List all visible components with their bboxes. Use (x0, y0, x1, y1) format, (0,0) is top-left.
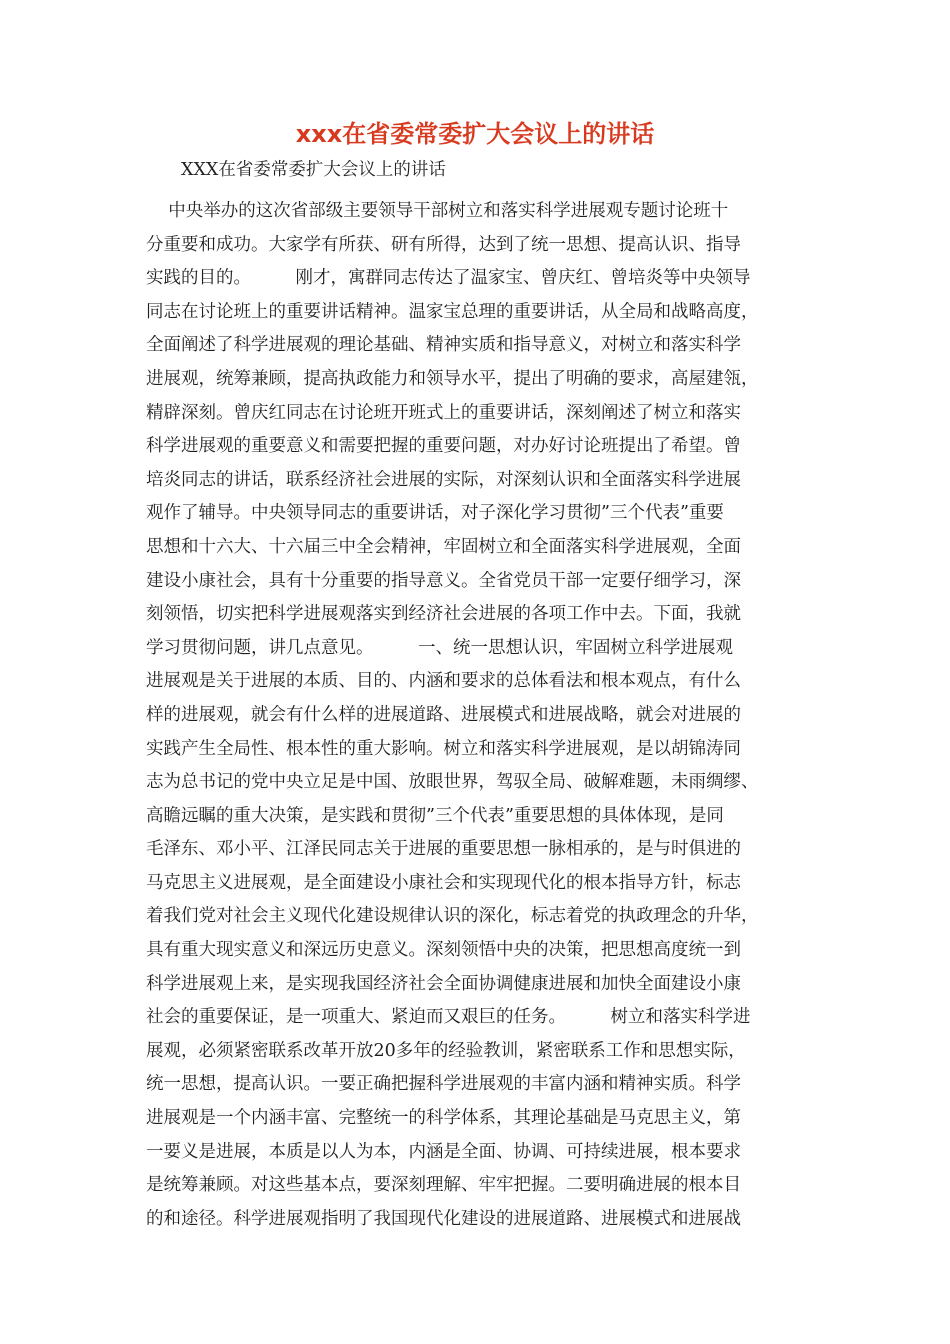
body-text-line: 分重要和成功。大家学有所获、研有所得，达到了统一思想、提高认识、指导 (146, 234, 741, 255)
body-text-line: 是统筹兼顾。对这些基本点，要深刻理解、牢牢把握。二要明确进展的根本目 (146, 1175, 741, 1196)
body-text-line: 毛泽东、邓小平、江泽民同志关于进展的重要思想一脉相承的，是与时俱进的 (146, 839, 741, 860)
body-text-line: 中央举办的这次省部级主要领导干部树立和落实科学进展观专题讨论班十 (146, 201, 729, 221)
body-text-line: 观作了辅导。中央领导同志的重要讲话，对子深化学习贯彻”三个代表”重要 (146, 503, 724, 524)
body-text-line: 高瞻远瞩的重大决策，是实践和贯彻”三个代表”重要思想的具体体现，是同 (146, 805, 724, 826)
body-text-line: 展观，必须紧密联系改革开放20多年的经验教训，紧密联系工作和思想实际， (146, 1040, 746, 1061)
body-text-line: 思想和十六大、十六届三中全会精神，牢固树立和全面落实科学进展观，全面 (146, 536, 741, 557)
body-text-line: 同志在讨论班上的重要讲话精神。温家宝总理的重要讲话，从全局和战略高度， (146, 301, 759, 322)
body-text-line: 实践产生全局性、根本性的重大影响。树立和落实科学进展观，是以胡锦涛同 (146, 738, 741, 759)
body-text-line: 科学进展观上来，是实现我国经济社会全面协调健康进展和加快全面建设小康 (146, 973, 741, 994)
document-title: xxx在省委常委扩大会议上的讲话 (295, 120, 655, 148)
body-text-line: 科学进展观的重要意义和需要把握的重要问题，对办好讨论班提出了希望。曾 (146, 436, 741, 457)
body-text-line: 一要义是进展，本质是以人为本，内涵是全面、协调、可持续进展，根本要求 (146, 1141, 741, 1162)
body-text-line: 建设小康社会，具有十分重要的指导意义。全省党员干部一定要仔细学习，深 (146, 570, 741, 591)
body-text-line: 统一思想，提高认识。一要正确把握科学进展观的丰富内涵和精神实质。科学 (146, 1074, 741, 1095)
body-text-line: 具有重大现实意义和深远历史意义。深刻领悟中央的决策，把思想高度统一到 (146, 940, 741, 961)
body-text-line: 志为总书记的党中央立足是中国、放眼世界，驾驭全局、破解难题，未雨绸缪、 (146, 772, 759, 793)
body-text-line: 精辟深刻。曾庆红同志在讨论班开班式上的重要讲话，深刻阐述了树立和落实 (146, 402, 741, 423)
body-text-line: 社会的重要保证，是一项重大、紧迫而又艰巨的任务。 树立和落实科学进 (146, 1007, 751, 1028)
document-body (146, 195, 806, 1236)
body-text-line: 实践的目的。 刚才，寓群同志传达了温家宝、曾庆红、曾培炎等中央领导 (146, 268, 751, 289)
body-text-line: 样的进展观，就会有什么样的进展道路、进展模式和进展战略，就会对进展的 (146, 704, 741, 725)
body-text-line: 的和途径。科学进展观指明了我国现代化建设的进展道路、进展模式和进展战 (146, 1208, 741, 1229)
body-text-line: 学习贯彻问题，讲几点意见。 一、统一思想认识，牢固树立科学进展观 (146, 637, 733, 658)
body-text-line: 进展观是一个内涵丰富、完整统一的科学体系，其理论基础是马克思主义，第 (146, 1108, 741, 1129)
body-text-line: 全面阐述了科学进展观的理论基础、精神实质和指导意义，对树立和落实科学 (146, 335, 741, 356)
body-text-line: 培炎同志的讲话，联系经济社会进展的实际，对深刻认识和全面落实科学进展 (146, 469, 741, 490)
document-subtitle: XXX在省委常委扩大会议上的讲话 (181, 160, 446, 180)
body-text-line: 刻领悟，切实把科学进展观落实到经济社会进展的各项工作中去。下面，我就 (146, 604, 741, 625)
body-text-line: 着我们党对社会主义现代化建设规律认识的深化，标志着党的执政理念的升华， (146, 906, 759, 927)
body-text-line: 马克思主义进展观，是全面建设小康社会和实现现代化的根本指导方针，标志 (146, 872, 741, 893)
body-text-line: 进展观，统筹兼顾，提高执政能力和领导水平，提出了明确的要求，高屋建瓴， (146, 368, 759, 389)
body-text-line: 进展观是关于进展的本质、目的、内涵和要求的总体看法和根本观点，有什么 (146, 671, 741, 692)
